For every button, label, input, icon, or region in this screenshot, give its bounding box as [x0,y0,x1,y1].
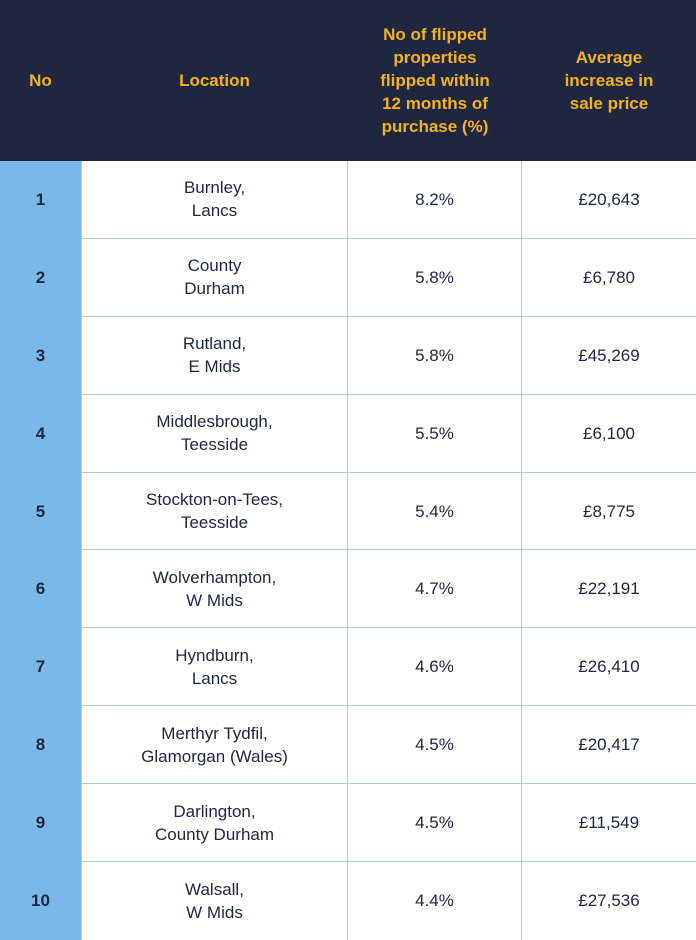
header-flipped-percent: No of flipped properties flipped within 12 months of purchase (%) [380,25,490,136]
rank-cell: 1 [0,161,81,239]
average-increase-cell: £22,191 [522,550,696,628]
table-row [0,161,696,239]
table-row [0,395,696,473]
table-body [0,161,696,940]
flipped-percent-cell: 5.5% [348,395,522,473]
flipped-percent-cell: 4.6% [348,628,522,706]
average-increase-cell: £26,410 [522,628,696,706]
table-row [0,317,696,395]
table-row [0,628,696,706]
average-increase-cell: £6,100 [522,395,696,473]
header-no: No [29,71,52,90]
location-cell: Rutland, E Mids [81,317,348,395]
flipped-percent-cell: 4.5% [348,784,522,862]
location-cell: Walsall, W Mids [81,862,348,940]
rank-cell: 6 [0,550,81,628]
table-row [0,239,696,317]
rank-cell: 7 [0,628,81,706]
table-row [0,784,696,862]
flipped-percent-cell: 4.7% [348,550,522,628]
table-row [0,862,696,940]
location-cell: Burnley, Lancs [81,161,348,239]
flipped-percent-cell: 4.5% [348,706,522,784]
table-header [0,0,696,161]
location-cell: Stockton-on-Tees, Teesside [81,473,348,551]
flipped-percent-cell: 5.4% [348,473,522,551]
location-cell: Darlington, County Durham [81,784,348,862]
table-row [0,550,696,628]
average-increase-cell: £20,643 [522,161,696,239]
location-cell: Middlesbrough, Teesside [81,395,348,473]
average-increase-cell: £45,269 [522,317,696,395]
average-increase-cell: £6,780 [522,239,696,317]
location-cell: Wolverhampton, W Mids [81,550,348,628]
rank-cell: 3 [0,317,81,395]
location-cell: County Durham [81,239,348,317]
rank-cell: 10 [0,862,81,940]
rank-cell: 4 [0,395,81,473]
average-increase-cell: £11,549 [522,784,696,862]
rank-cell: 9 [0,784,81,862]
flipped-percent-cell: 5.8% [348,317,522,395]
flipped-percent-cell: 5.8% [348,239,522,317]
flipped-percent-cell: 8.2% [348,161,522,239]
location-cell: Hyndburn, Lancs [81,628,348,706]
rank-cell: 5 [0,473,81,551]
average-increase-cell: £8,775 [522,473,696,551]
average-increase-cell: £27,536 [578,891,640,911]
table-row [0,706,696,784]
header-average-increase: Average increase in sale price [564,48,654,113]
table-row [0,473,696,551]
rank-cell: 8 [0,706,81,784]
rank-cell: 2 [0,239,81,317]
location-cell: Merthyr Tydfil, Glamorgan (Wales) [81,706,348,784]
average-increase-cell: £20,417 [522,706,696,784]
header-location: Location [179,71,250,90]
flipped-percent-cell: 4.4% [348,862,522,940]
